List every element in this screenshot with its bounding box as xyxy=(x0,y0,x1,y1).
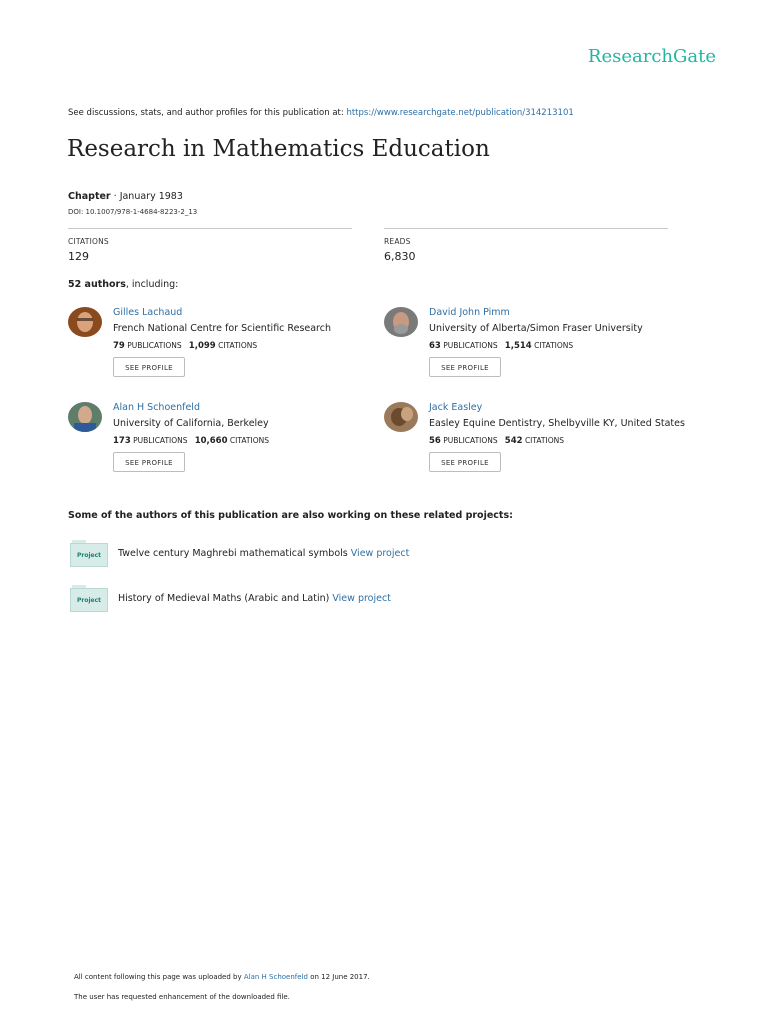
upload-footer xyxy=(74,973,370,981)
discussion-line xyxy=(68,108,574,118)
avatar[interactable] xyxy=(384,307,418,337)
author-card xyxy=(68,402,368,482)
project-text xyxy=(118,548,409,559)
author-stats xyxy=(113,436,269,446)
upload-prefix: All content following this page was uploaded by xyxy=(74,973,242,981)
view-project-link[interactable]: View project xyxy=(350,548,410,559)
authors-heading xyxy=(68,279,178,290)
authors-count: 52 authors xyxy=(68,279,126,290)
see-profile-button[interactable]: SEE PROFILE xyxy=(113,357,185,377)
author-card xyxy=(68,307,368,387)
project-item xyxy=(70,540,570,570)
publications-label: PUBLICATIONS xyxy=(127,341,182,350)
author-name-link[interactable]: Jack Easley xyxy=(429,402,483,413)
publications-count: 79 xyxy=(113,341,125,351)
publications-label: PUBLICATIONS xyxy=(443,341,498,350)
divider-left xyxy=(68,228,352,229)
project-icon-label: Project xyxy=(76,552,102,559)
publications-count: 173 xyxy=(113,436,131,446)
publication-meta: Chapter · January 1983 xyxy=(68,191,183,202)
authors-suffix: , including: xyxy=(125,279,179,290)
upload-suffix: on 12 June 2017. xyxy=(310,973,370,981)
avatar[interactable] xyxy=(384,402,418,432)
author-institution: University of Alberta/Simon Fraser University xyxy=(429,323,643,334)
publications-count: 56 xyxy=(429,436,441,446)
see-profile-button[interactable]: SEE PROFILE xyxy=(429,452,501,472)
citations-count: 10,660 xyxy=(194,436,228,446)
project-icon-label: Project xyxy=(76,597,102,604)
view-project-link[interactable]: View project xyxy=(332,593,391,604)
author-name-link[interactable]: Alan H Schoenfeld xyxy=(113,402,200,413)
author-institution: French National Centre for Scientific Research xyxy=(113,323,331,334)
publication-title: Research in Mathematics Education xyxy=(67,136,490,162)
project-folder-icon xyxy=(70,585,110,613)
citations-label: CITATIONS xyxy=(68,237,109,246)
reads-label: READS xyxy=(384,237,411,246)
avatar[interactable] xyxy=(68,402,102,432)
reads-value: 6,830 xyxy=(384,250,416,263)
author-card xyxy=(384,307,684,387)
publication-date: January 1983 xyxy=(119,191,183,202)
project-item xyxy=(70,585,570,615)
citations-label: CITATIONS xyxy=(524,436,565,445)
publications-label: PUBLICATIONS xyxy=(133,436,188,445)
citations-count: 1,514 xyxy=(504,341,532,351)
citations-count: 542 xyxy=(504,436,523,446)
project-folder-icon xyxy=(70,540,110,568)
citations-value: 129 xyxy=(68,250,89,263)
publication-url-link[interactable]: https://www.researchgate.net/publication/314213101 xyxy=(346,108,574,118)
author-stats xyxy=(429,341,573,351)
citations-count: 1,099 xyxy=(188,341,216,351)
author-stats xyxy=(113,341,257,351)
author-institution: Easley Equine Dentistry, Shelbyville KY, United States xyxy=(429,418,685,429)
citations-label: CITATIONS xyxy=(534,341,574,350)
project-title: Twelve century Maghrebi mathematical symbols xyxy=(118,548,348,559)
author-name-link[interactable]: David John Pimm xyxy=(429,307,510,318)
divider-right xyxy=(384,228,668,229)
uploader-link[interactable]: Alan H Schoenfeld xyxy=(243,973,308,981)
author-stats xyxy=(429,436,564,446)
citations-label: CITATIONS xyxy=(218,341,258,350)
publication-doi: DOI: 10.1007/978-1-4684-8223-2_13 xyxy=(68,208,198,216)
projects-heading: Some of the authors of this publication are also working on these related projects: xyxy=(68,510,513,521)
project-text xyxy=(118,593,391,604)
publications-label: PUBLICATIONS xyxy=(443,436,498,445)
project-title: History of Medieval Maths (Arabic and Latin) xyxy=(118,593,330,604)
publication-type: Chapter xyxy=(68,191,111,202)
publications-count: 63 xyxy=(429,341,441,351)
author-name-link[interactable]: Gilles Lachaud xyxy=(113,307,183,318)
author-card xyxy=(384,402,684,482)
enhancement-note: The user has requested enhancement of the downloaded file. xyxy=(74,993,290,1001)
avatar[interactable] xyxy=(68,307,102,337)
discussion-text: See discussions, stats, and author profiles for this publication at: xyxy=(68,108,344,118)
author-institution: University of California, Berkeley xyxy=(113,418,269,429)
see-profile-button[interactable]: SEE PROFILE xyxy=(113,452,185,472)
researchgate-logo[interactable]: ResearchGate xyxy=(587,46,716,67)
citations-label: CITATIONS xyxy=(229,436,269,445)
see-profile-button[interactable]: SEE PROFILE xyxy=(429,357,501,377)
